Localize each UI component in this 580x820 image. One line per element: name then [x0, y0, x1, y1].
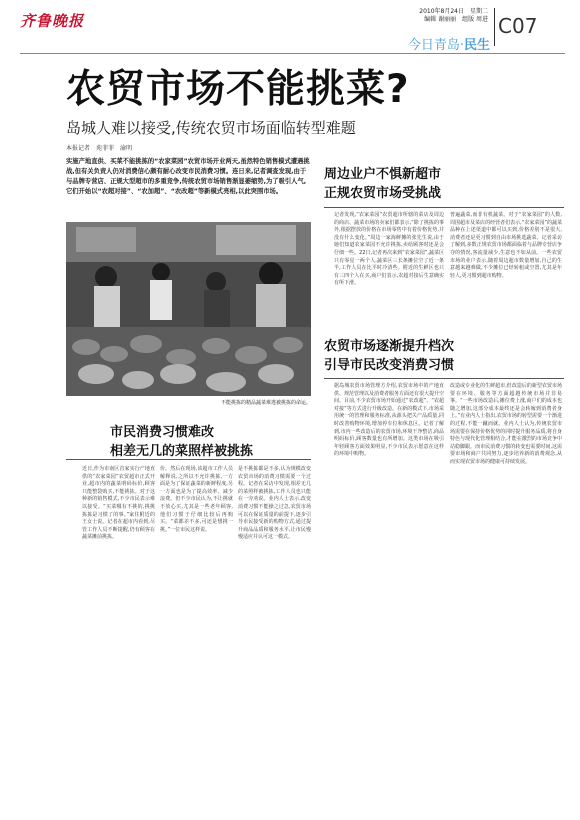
subhead-upgrade: [324, 337, 454, 375]
dateline-date: 2010年8月24日 星期二: [419, 8, 488, 15]
body-column: 记者发现,“农家菜园”农贸超市所辖的菜店及周边的商店、蔬菜市场的卖家们都表示,“除了挑拣的事外,根据摆放的价格在市场零售中有着价格优势,并没有什么变化。”周边一家海鲜摊的张先生说,由于她们知道农家菜园不允许挑拣,卖给顾客时还是会仔细一些。22日,记者再次来到“农家菜园”,蔬菜区只有零星一两个人,蔬菜区三长条摊位空了近一条半,工作人员在比平时冷清些。附近的生鲜区也只有三四个人在买,商户们表示,农超对接后生意确实有所下滑。: [334, 212, 444, 287]
section-rule: [324, 378, 564, 379]
section-label-topic: 民生: [463, 38, 490, 53]
section-rule: [66, 459, 311, 460]
dateline-editors: 编辑 谢丽丽 组版 周进: [424, 16, 488, 23]
section-label: [330, 34, 490, 53]
body-column: 是不挑拣都是不多,认为规模改变农贸市场的消费习惯需要一个过程。记者在采访中发现,相差无几的菜照样被挑拣,工作人员也只能在一旁劝说。业内人士表示,改变消费习惯不能操之过急,农贸市场可以在保证质量的前提下,逐步引导市民接受新的购物方式,通过提升商品品质和服务水平,让市民慢慢适应并认可这一模式。: [238, 466, 311, 541]
subhead-suppliers-line1: 周边业户不惧新超市: [324, 167, 442, 182]
body-column: 价。然后在现场,该超市工作人员解释说,之所以不允许挑拣,一方面是为了保证蔬菜的新鲜程度,另一方面也是为了提高效率、减少浪费。但不少市民认为,不让挑就不放心买,尤其是一些老年顾客,他们习惯于仔细比较后再购买。“菜都差不多,可还是想挑一挑。”一位市民这样说。: [160, 466, 233, 533]
subhead-suppliers: [324, 165, 441, 203]
page-number: C07: [498, 14, 538, 38]
body-column: 近日,作为市南区首家实行产地直供的“农家菜园”农贸超市正式开业,超市内的蔬菜明码标价,顾客只能整袋购买,不能挑拣。对于这种新的销售模式,不少市民表示难以接受。“买菜哪有不挑的,挑挑拣拣是习惯了的事。”家住附近的王女士说。记者在超市内看到,尽管工作人员不断提醒,仍有顾客在蔬菜摊前挑拣。: [82, 466, 155, 541]
subhead-habits: [110, 423, 253, 461]
market-photo: [66, 222, 311, 396]
main-headline: 农贸市场不能挑菜?: [66, 67, 410, 112]
lead-paragraph: 实施产地直供、买菜不能挑拣的“农家菜园”农贸市场开业两天,虽然特色销售模式遭遇挑战,但有关负责人仍对消费信心颇有耐心改变市民消费习惯。连日来,记者调查发现,由于与品牌专营店、正规大型超市的多重竞争,传统农贸市场销售渐显萎缩势,为了吸引人气,它们开始以“农超对接”、“农加超”、“农改超”等新模式亮相,以此突围市场。: [66, 158, 310, 195]
body-column: 普遍蔬菜,而非有机蔬菜。对于“农家菜园”的人数,周围超市及菜店的经营者们表示,“农家菜园”的蔬菜品种在上述渠道中都可以买到,价格差别不是很大,消费者还是更习惯到自由市场挑选蔬菜。记者采访了解到,多数正规农贸市场都面临着与品牌专营店争夺的情况,客流量减少,生意也不如从前。一些农贸市场的业户表示,随着周边超市数量增加,自己的生意越来越难做,不少摊位已经转租或空置,尤其是年轻人,更习惯到超市购物。: [450, 212, 562, 279]
newspaper-logo: 齐鲁晚报: [20, 12, 85, 30]
sub-headline: 岛城人难以接受,传统农贸市场面临转型难题: [66, 119, 356, 137]
subhead-upgrade-line1: 农贸市场逐渐提升档次: [324, 339, 455, 354]
section-label-city: 今日青岛·: [407, 38, 464, 53]
subhead-habits-line2: 相差无几的菜照样被挑拣: [110, 444, 254, 459]
masthead-rule: [20, 53, 565, 54]
byline: 本报记者 苑菲菲 渝明: [66, 145, 133, 152]
subhead-upgrade-line2: 引导市民改变消费习惯: [324, 358, 455, 373]
masthead-divider: [494, 8, 495, 46]
photo-caption: 不能挑拣的精品蔬菜难逃被挑拣的命运。: [220, 400, 311, 406]
subhead-habits-line1: 市民消费习惯难改: [110, 425, 215, 440]
body-column: 据岛城农贸市场管理方介绍,农贸市场中的产地直供、规范管理以及消费者服务方面还有很大提升空间。目前,不少农贸市场开始通过“农改超”、“农超对接”等方式进行升级改造。在新的模式下,市场采用统一的管理和服务标准,从源头把关产品质量,同时改善购物环境,增加停车位和休息区。记者了解到,市内一些改造后的农贸市场,环境干净整洁,商品明码标价,顾客数量也有所增加。这类市场在吸引年轻顾客方面效果明显,不少市民表示愿意在这样的环境中购物。: [334, 383, 445, 458]
market-photo-illustration: [66, 222, 311, 396]
section-rule: [324, 207, 564, 208]
subhead-suppliers-line2: 正规农贸市场受挑战: [324, 186, 442, 201]
dateline: [300, 8, 488, 24]
body-column: 改造或专业化的生鲜超市,但改造后的新型农贸市场要在环境、服务等方面超越传统市场并非易事。“一些市场改造后,摊位费上涨,商户们的成本也随之增加,这部分成本最终还是会转嫁到消费者身上。”有业内人士指出,农贸市场的转型需要一个渐进的过程,不能一蹴而就。业内人士认为,传统农贸市场需要在保持价格优势的同时提升服务品质,将自身特色与现代化管理相结合,才能在激烈的市场竞争中站稳脚跟。而市民消费习惯的转变也需要时间,这需要市场和商户共同努力,逐步培养新的消费观念,从而实现农贸市场的健康可持续发展。: [450, 383, 562, 465]
